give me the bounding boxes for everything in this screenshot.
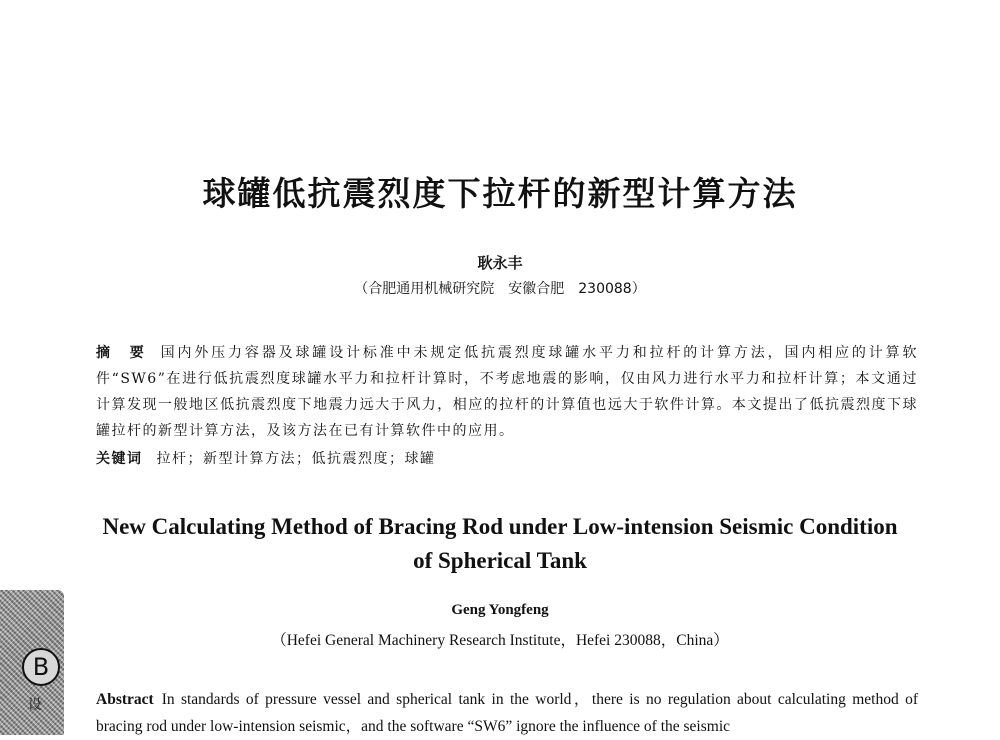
paper-title-en: New Calculating Method of Bracing Rod under Low-intension Seismic Condition of Spherical Tank — [102, 514, 898, 573]
author-name-en: Geng Yongfeng — [451, 602, 549, 618]
affiliation-cn: （合肥通用机械研究院 安徽合肥 230088） — [354, 281, 646, 297]
abstract-cn-label: 摘 要 — [96, 345, 147, 361]
abstract-en — [96, 686, 918, 740]
affiliation-en: （Hefei General Machinery Research Institute，Hefei 230088，China） — [271, 632, 729, 649]
keywords-cn-label: 关键词 — [96, 451, 143, 467]
author-name-cn: 耿永丰 — [477, 254, 523, 272]
keywords-cn — [96, 446, 918, 472]
abstract-cn-text: 国内外压力容器及球罐设计标准中未规定低抗震烈度球罐水平力和拉杆的计算方法，国内相应的计算软件“SW6”在进行低抗震烈度球罐水平力和拉杆计算时，不考虑地震的影响，仅由风力进行水平力和拉杆计算；本文通过计算发现一般地区低抗震烈度下地震力远大于风力，相应的拉杆的计算值也远大于软件计算。本文提出了低抗震烈度下球罐拉杆的新型计算方法，及该方法在已有计算软件中的应用。 — [96, 345, 919, 439]
keywords-cn-text: 拉杆；新型计算方法；低抗震烈度；球罐 — [156, 451, 436, 467]
abstract-en-text: In standards of pressure vessel and spherical tank in the world，there is no regulation about calculating method of bracing rod under low-intension seismic，and the software “SW6” ignore the influence of the seismic — [96, 691, 918, 735]
stamp-letter-icon: B — [22, 648, 60, 686]
stamp-char: 设 — [28, 697, 42, 713]
abstract-en-label: Abstract — [96, 691, 154, 708]
paper-title-cn: 球罐低抗震烈度下拉杆的新型计算方法 — [202, 174, 798, 213]
abstract-cn — [96, 340, 918, 444]
library-stamp — [0, 590, 64, 735]
